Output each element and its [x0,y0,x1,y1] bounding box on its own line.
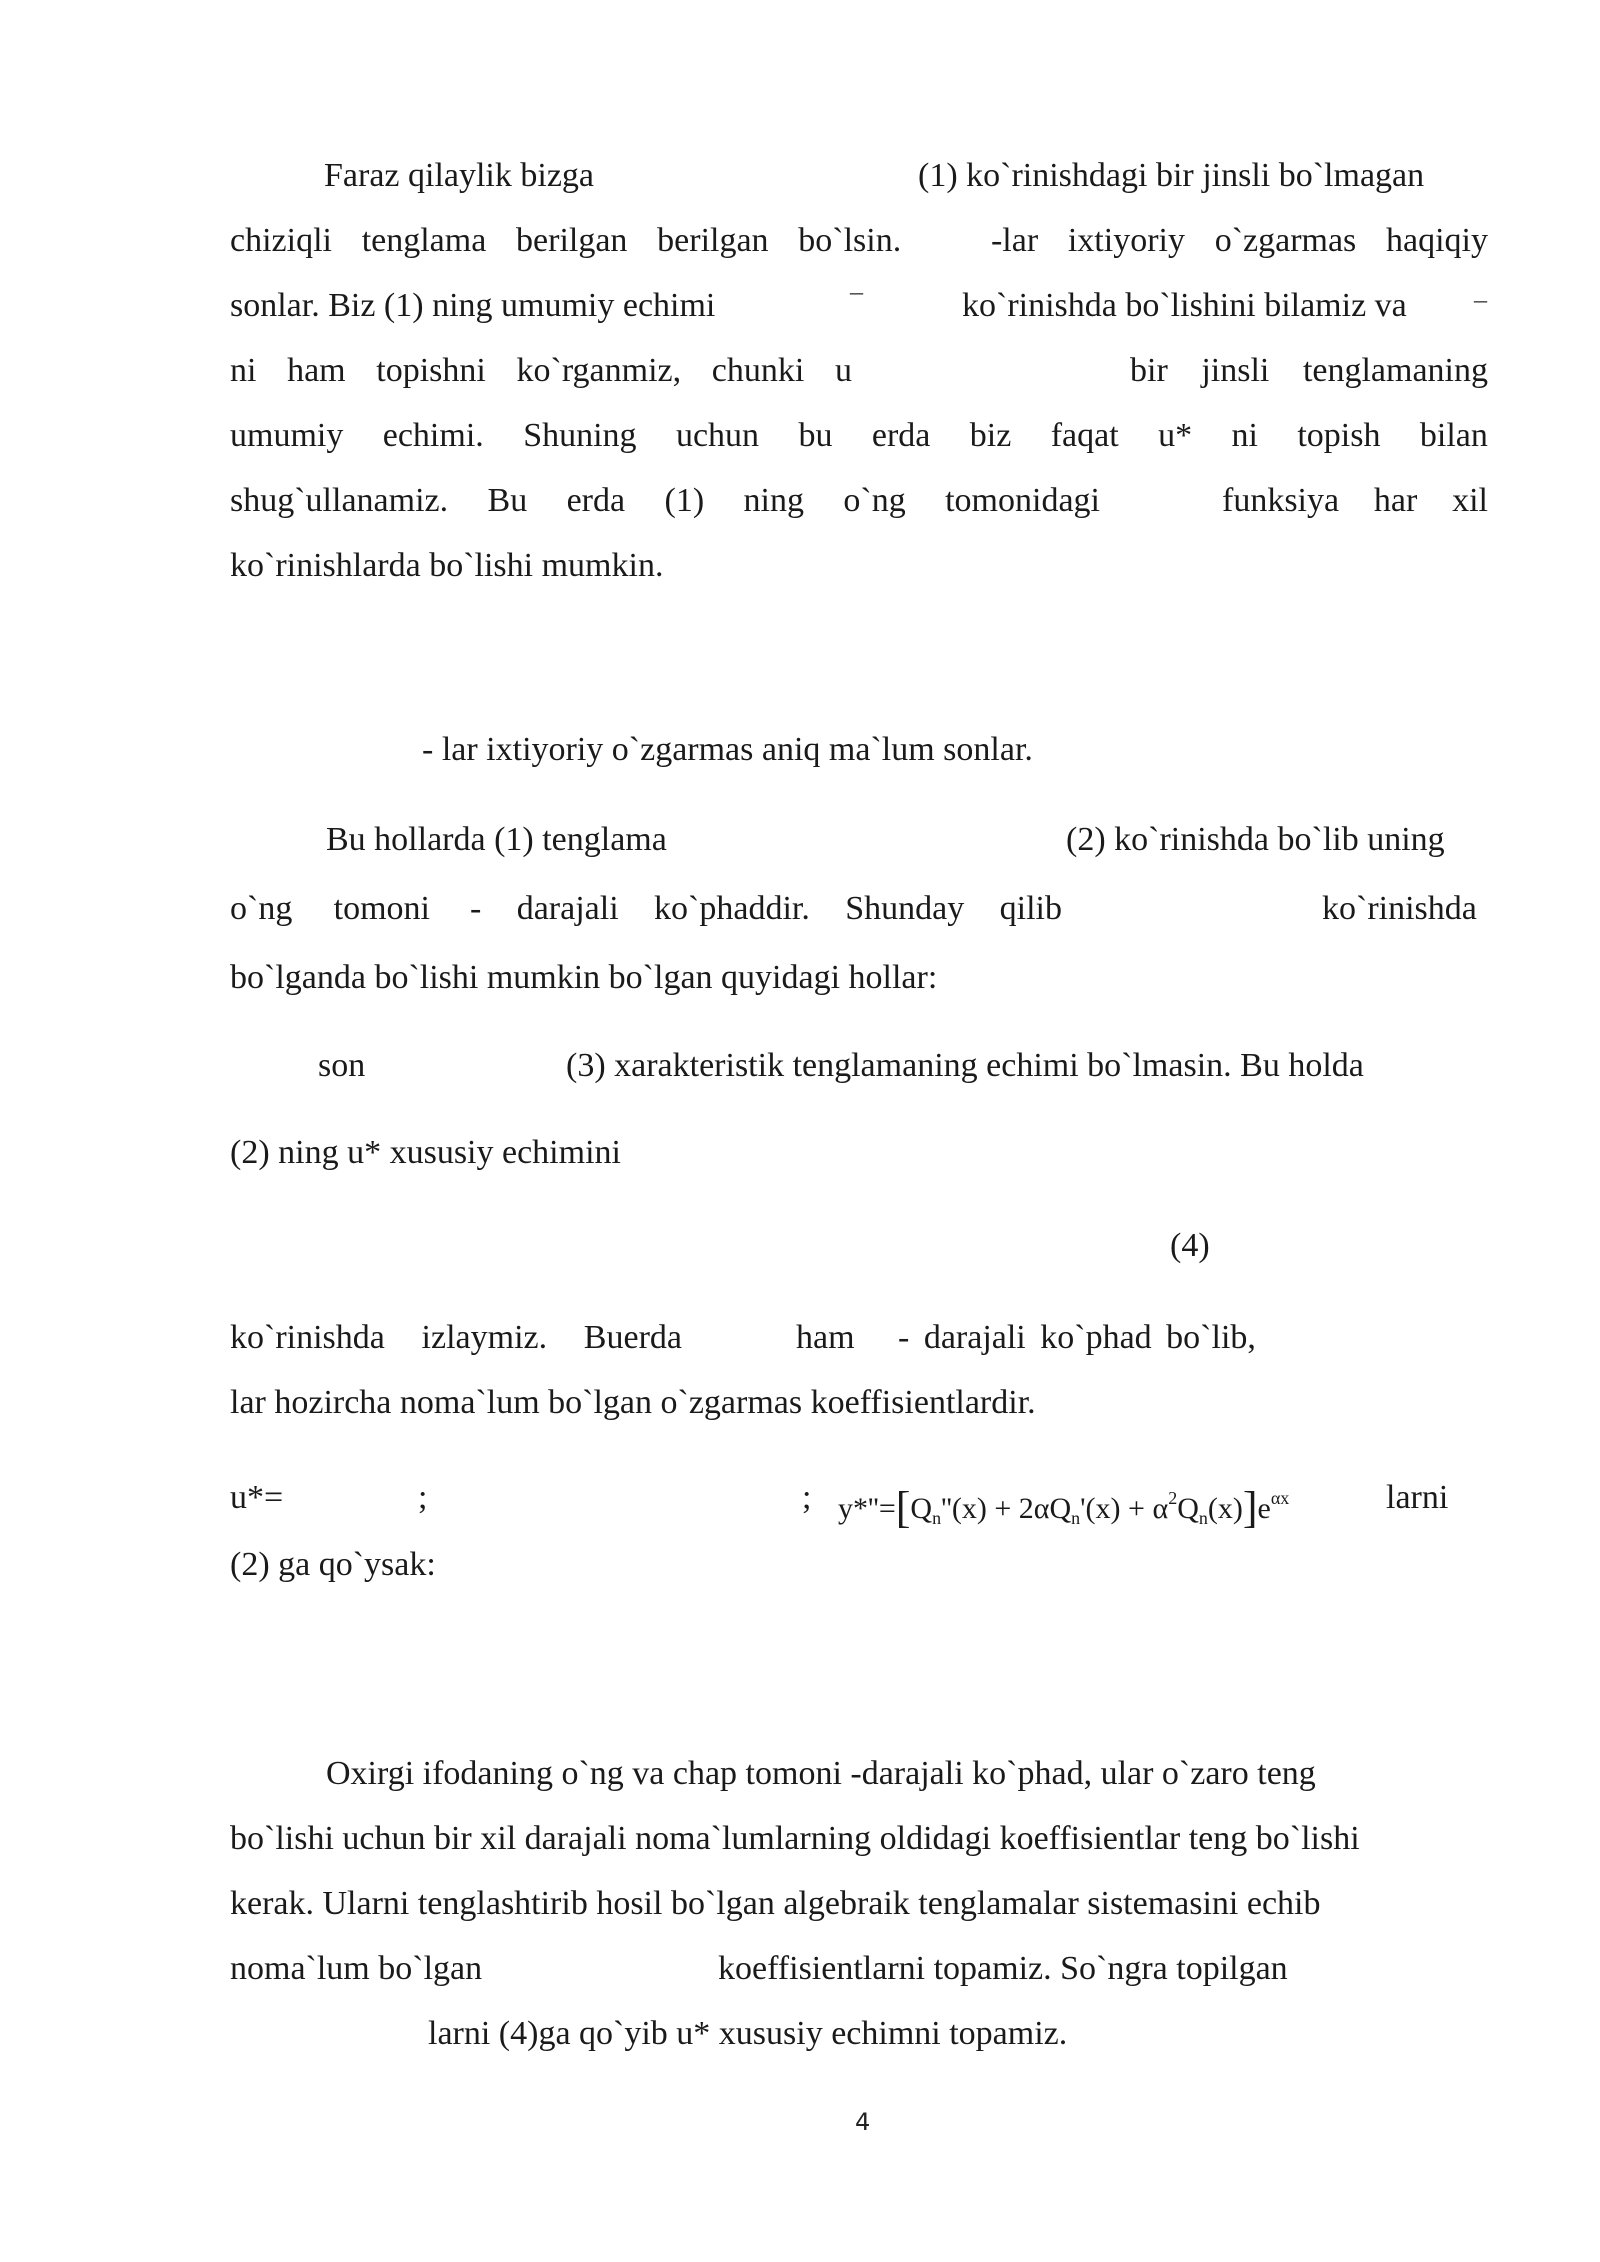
word: -lar [990,222,1039,259]
word: berilgan [516,222,628,259]
word: bir [1130,352,1168,389]
p3-line2-c: ko`rinishda [1322,890,1477,927]
equation-number: (4) [1170,1227,1210,1264]
p3-line3: bo`lganda bo`lishi mumkin bo`lgan quyidagi hollar: [230,959,938,996]
word: topishni [376,352,486,389]
separator: ; [802,1479,812,1516]
p6-line2: (2) ga qo`ysak: [230,1546,436,1583]
formula-part: Q [910,1492,933,1525]
p7-line4-right: koeffisientlarni topamiz. So`ngra topilgan [718,1950,1288,1987]
word: qilib [999,890,1062,927]
p3-line1-left: Bu hollarda (1) tenglama [326,821,667,858]
word: jinsli [1201,352,1270,389]
word: erda [566,482,626,519]
word: u* [1158,417,1193,454]
formula-part: = [878,1492,896,1525]
word: tomonidagi [945,482,1100,519]
word: bo`lsin. [798,222,902,259]
overbar-mark: _ [850,268,863,297]
word: tomoni [333,890,430,927]
word: - [470,890,482,927]
bracket: ] [1242,1483,1258,1532]
p7-line1: Oxirgi ifodaning o`ng va chap tomoni -darajali ko`phad, ular o`zaro teng [326,1755,1316,1792]
word: ko`phaddir. [654,890,810,927]
subscript: n [932,1508,942,1528]
formula-part: e [1257,1492,1271,1525]
word: ham [287,352,346,389]
word: erda [871,417,931,454]
word: faqat [1050,417,1119,454]
word: echimi. [382,417,484,454]
p5-line1-a [230,1318,682,1358]
formula-part: Q [1177,1492,1199,1525]
word: umumiy [230,417,344,454]
p1-line1-left: Faraz qilaylik bizga [324,157,595,194]
p1-line6-left [230,481,1100,521]
p7-line3: kerak. Ularni tenglashtirib hosil bo`lgan algebraik tenglamalar sistemasini echib [230,1885,1321,1922]
word: izlaymiz. [421,1319,548,1356]
word: xil [1452,482,1488,519]
p5-line1-c: - darajali ko`phad bo`lib, [898,1319,1256,1356]
word: o`ng [230,890,293,927]
superscript: 2 [1168,1488,1178,1508]
word: Bu [487,482,528,519]
p2-line: - lar ixtiyoriy o`zgarmas aniq ma`lum sonlar. [422,731,1033,768]
word: biz [969,417,1012,454]
word: ni [230,352,257,389]
p1-line3-right: ko`rinishda bo`lishini bilamiz va [962,287,1407,324]
word: Buerda [583,1319,682,1356]
superscript: αx [1270,1488,1290,1508]
second-derivative-formula [838,1478,1289,1538]
word: bu [798,417,833,454]
p1-line1-right: (1) ko`rinishdagi bir jinsli bo`lmagan [918,157,1425,194]
word: topish [1297,417,1381,454]
p1-line6-right [1222,481,1488,521]
word: u [834,352,852,389]
word: chiziqli [230,222,332,259]
larni-word: larni [1386,1479,1449,1516]
word: tenglama [361,222,487,259]
word: (1) [664,482,705,519]
p4-line2: (2) ning u* xususiy echimini [230,1134,621,1171]
word: o`zgarmas [1214,222,1357,259]
formula-part: y*'' [838,1492,879,1525]
word: Shunday [845,890,965,927]
bracket: [ [895,1483,911,1532]
p7-line5: larni (4)ga qo`yib u* xususiy echimni topamiz. [428,2015,1068,2052]
p1-line4-left [230,351,852,391]
p7-line4-left: noma`lum bo`lgan [230,1950,483,1987]
p3-line2-a [230,889,430,929]
word: ko`rganmiz, [516,352,682,389]
word: haqiqiy [1386,222,1488,259]
word: har [1373,482,1418,519]
p1-line2 [230,221,1488,261]
formula-part: (x) [1207,1492,1243,1525]
word: uchun [675,417,760,454]
overbar-mark: _ [1474,276,1487,305]
word: o`ng [843,482,906,519]
p3-line2-b [470,889,1062,929]
formula-part: '(x) + α [1080,1492,1169,1525]
p1-line5 [230,416,1488,456]
word: berilgan [657,222,769,259]
p1-line3-left: sonlar. Biz (1) ning umumiy echimi [230,287,716,324]
p1-line7: ko`rinishlarda bo`lishi mumkin. [230,547,664,584]
p5-line1-b: ham [796,1319,855,1356]
ustar-label: u*= [230,1479,284,1516]
subscript: n [1198,1508,1208,1528]
word: funksiya [1222,482,1340,519]
p7-line2: bo`lishi uchun bir xil darajali noma`lumlarning oldidagi koeffisientlar teng bo`lishi [230,1820,1360,1857]
word: tenglamaning [1302,352,1488,389]
separator: ; [418,1479,428,1516]
formula-part: ''(x) + 2αQ [941,1492,1072,1525]
page-number: 4 [855,2108,871,2136]
word: shug`ullanamiz. [230,482,449,519]
word: ni [1231,417,1258,454]
p4-line1-left: son [318,1047,366,1084]
word: chunki [711,352,805,389]
p5-line2: lar hozircha noma`lum bo`lgan o`zgarmas koeffisientlardir. [230,1384,1036,1421]
word: bilan [1419,417,1488,454]
p1-line4-right [1130,351,1488,391]
subscript: n [1071,1508,1081,1528]
word: ixtiyoriy [1067,222,1185,259]
word: ning [743,482,804,519]
p4-line1-right: (3) xarakteristik tenglamaning echimi bo`lmasin. Bu holda [566,1047,1364,1084]
word: darajali [516,890,619,927]
word: Shuning [523,417,637,454]
p3-line1-right: (2) ko`rinishda bo`lib uning [1066,821,1445,858]
word: ko`rinishda [230,1319,385,1356]
